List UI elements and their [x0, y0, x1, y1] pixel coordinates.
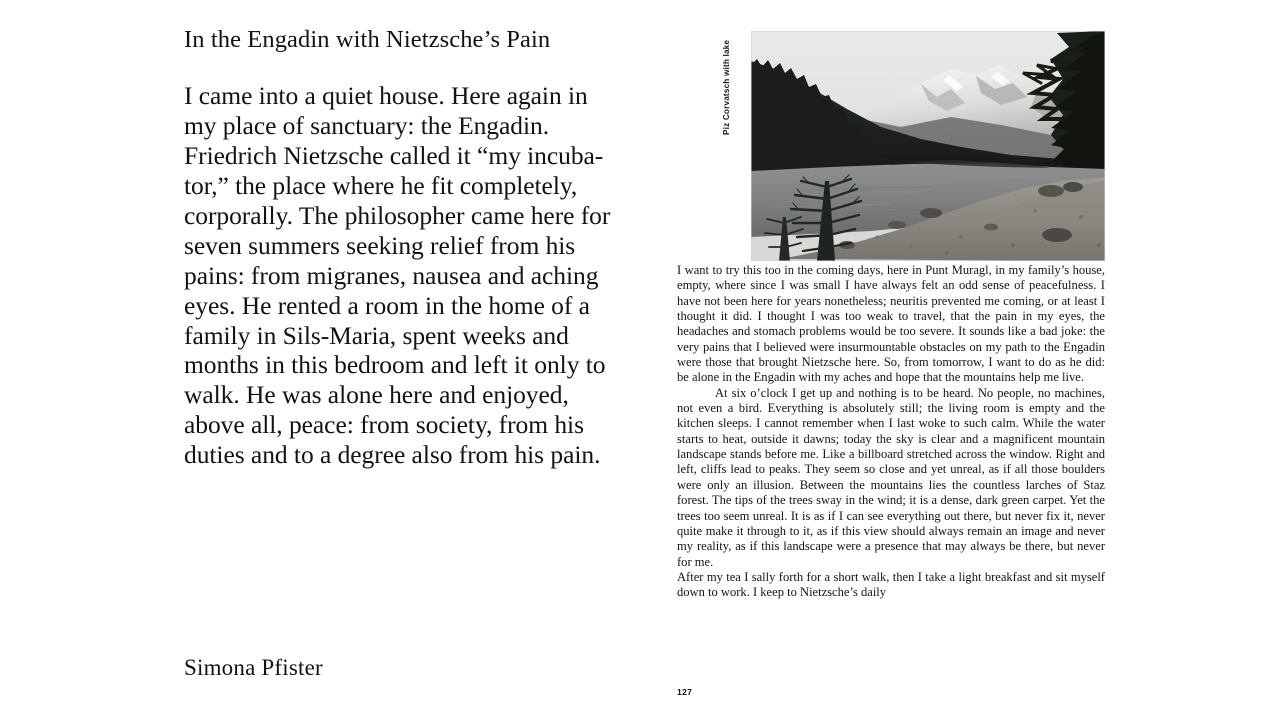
right-column — [677, 263, 1105, 688]
body-paragraph-3: After my tea I sally forth for a short walk, then I take a light breakfast and sit myself down to work. I keep to Nietzsche’s daily — [677, 569, 1105, 600]
photo-credit-caption: Piz Corvatsch with lake — [722, 39, 731, 135]
left-column — [184, 26, 614, 686]
body-paragraph-1: I want to try this too in the coming days, here in Punt Muragl, in my family’s house, empty, where since I was small I have always felt an odd sense of peacefulness. I have not been here for years nonetheless; neuritis prevented me coming, or at least I thought it did. I thought I was too weak to travel, that the pain in my eyes, the headaches and stomach problems would be too severe. It sounds like a bad joke: the very pains that I believed were insurmountable obstacles on my path to the Engadin were those that brought Nietzsche here. So, from tomorrow, I want to do as he did: be alone in the Engadin with my aches and hope that the mountains help me live. — [677, 263, 1105, 385]
body-paragraph-2: At six o’clock I get up and nothing is to be heard. No people, no machines, not even a bird. Everything is absolutely still; the living room is empty and the kitchen sleeps. I cannot remember when I last woke to such calm. While the water starts to heat, outside it dawns; today the sky is clear and a magnificent mountain landscape stands before me. Like a billboard stretched across the window. Right and left, cliffs lead to peaks. They seem so close and yet unreal, as if all those boulders were only an illusion. Between the mountains lies the countless larches of Staz forest. The tips of the trees sway in the wind; it is a dense, dark green carpet. Yet the trees too seem unreal. It is as if I can see everything out there, but never fix it, never quite make it through to it, as if this view should always remain an image and never my reality, as if this landscape were a presence that may always be there, but never for me. — [677, 385, 1105, 569]
mountain-lake-photo — [751, 31, 1105, 261]
page-title: In the Engadin with Nietzsche’s Pain — [184, 26, 551, 53]
lede-paragraph: I came into a quiet house. Here again in my place of sanctuary: the Engadin. Friedrich Nietzsche called it “my incubator,” the place where he fit completely, corporally. The philosopher came here for seven summers seeking relief from his pains: from migranes, nausea and aching eyes. He rented a room in the home of a family in Sils-Maria, spent weeks and months in this bedroom and left it only to walk. He was alone here and enjoyed, above all, peace: from society, from his duties and to a degree also from his pain. — [184, 80, 611, 470]
author-byline: Simona Pfister — [184, 655, 323, 680]
photo-illustration — [751, 31, 1105, 261]
page-number: 127 — [677, 687, 693, 697]
article-figure — [722, 31, 1105, 261]
